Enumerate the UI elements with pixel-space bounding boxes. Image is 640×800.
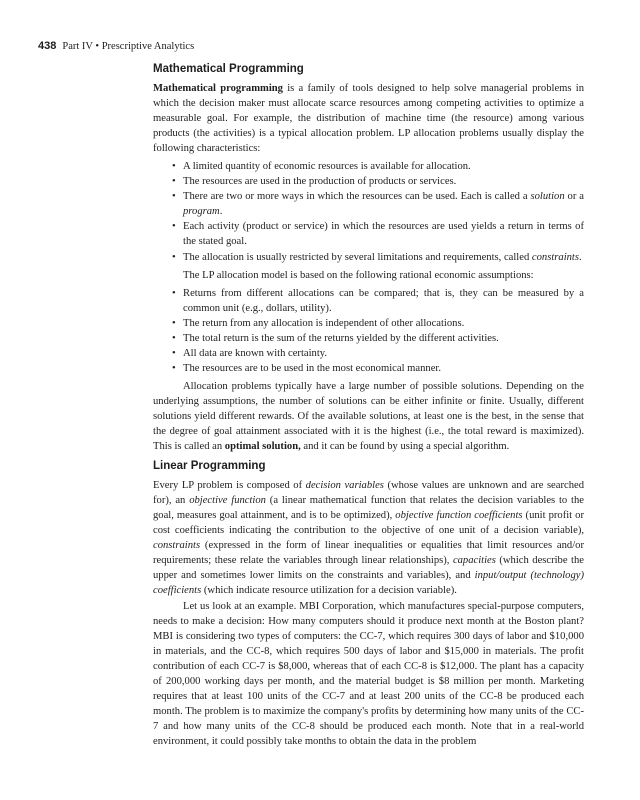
list-item: • There are two or more ways in which the resources can be used. Each is called a solution or a program. [183, 189, 584, 219]
list-item: • The return from any allocation is independent of other allocations. [183, 316, 584, 331]
list-item: • Returns from different allocations can be compared; that is, they can be measured by a common unit (e.g., dollars, utility). [183, 286, 584, 316]
assumptions-intro: The LP allocation model is based on the following rational economic assumptions: [183, 269, 534, 281]
list-item: • A limited quantity of economic resources is available for allocation. [183, 159, 584, 174]
term-mathematical-programming: Mathematical programming [153, 83, 283, 94]
page-body [153, 61, 584, 749]
assumptions-list [153, 286, 584, 376]
list-item: • The total return is the sum of the returns yielded by the different activities. [183, 331, 584, 346]
running-header [38, 40, 194, 52]
section-heading-mathematical-programming: Mathematical Programming [153, 63, 304, 75]
characteristics-list [153, 159, 584, 264]
paragraph-mp-definition: Mathematical programming is a family of tools designed to help solve managerial problems in which the decision maker must allocate scarce resources among competing activities to optimize a measurable goal. For example, the distribution of machine time (the resource) among various products (the activities) is a typical allocation problem. LP allocation problems usually display the following characteristics: [153, 83, 584, 155]
section-heading-linear-programming: Linear Programming [153, 460, 266, 473]
list-item: • The resources are to be used in the most economical manner. [183, 361, 584, 376]
running-head-section: Part IV • Prescriptive Analytics [62, 41, 195, 52]
list-item: • All data are known with certainty. [183, 346, 584, 361]
term-optimal-solution: optimal solution, [224, 441, 301, 453]
page-number: 438 [38, 40, 57, 52]
paragraph-mbi-example: Let us look at an example. MBI Corporation, which manufactures special-purpose computers, needs to make a decision: How many computers should it produce next month at the Boston plant? MBI is considering two types of computers: the CC-7, which requires 300 days of labor and $10,000 in materials, and the CC-8, which requires 500 days of labor and $15,000 in materials. The profit contribution of each CC-7 is $8,000, whereas that of each CC-8 is $12,000. The plant has a capacity of 200,000 working days per month, and the material budget is $8 million per month. Marketing requires that at least 100 units of the CC-7 and at least 200 units of the CC-8 be produced each month. The problem is to maximize the company's profits by determining how many units of the CC-7 and how many units of the CC-8 should be produced each month. Note that in a real-world environment, it could possibly take months to obtain the data in the problem [153, 600, 584, 747]
paragraph-lp-components: Every LP problem is composed of decision variables (whose values are unknown and are searched for), an objective function (a linear mathematical function that relates the decision variables to the goal, measures goal attainment, and is to be optimized), objective function coefficients (unit profit or cost coefficients indicating the contribution to the objective of one unit of a decision variable), constraints (expressed in the form of linear inequalities or equalities that limit resources and/or requirements; these relate the variables through linear relationships), capacities (which describe the upper and sometimes lower limits on the constraints and variables), and input/output (technology) coefficients (which indicate resource utilization for a decision variable). [153, 480, 584, 597]
paragraph-allocation-problems: Allocation problems typically have a large number of possible solutions. Depending on the underlying assumptions, the number of solutions can be either infinite or finite. Usually, different solutions yield different rewards. Of the available solutions, at least one is the best, in the sense that the degree of goal attainment associated with it is the highest (i.e., the total reward is maximized). This is called an optimal solution, and it can be found by using a special algorithm. [153, 380, 584, 453]
list-item: • The allocation is usually restricted by several limitations and requirements, called constraints. [183, 250, 584, 265]
list-item: • Each activity (product or service) in which the resources are used yields a return in terms of the stated goal. [183, 219, 584, 249]
list-item: • The resources are used in the production of products or services. [183, 174, 584, 189]
